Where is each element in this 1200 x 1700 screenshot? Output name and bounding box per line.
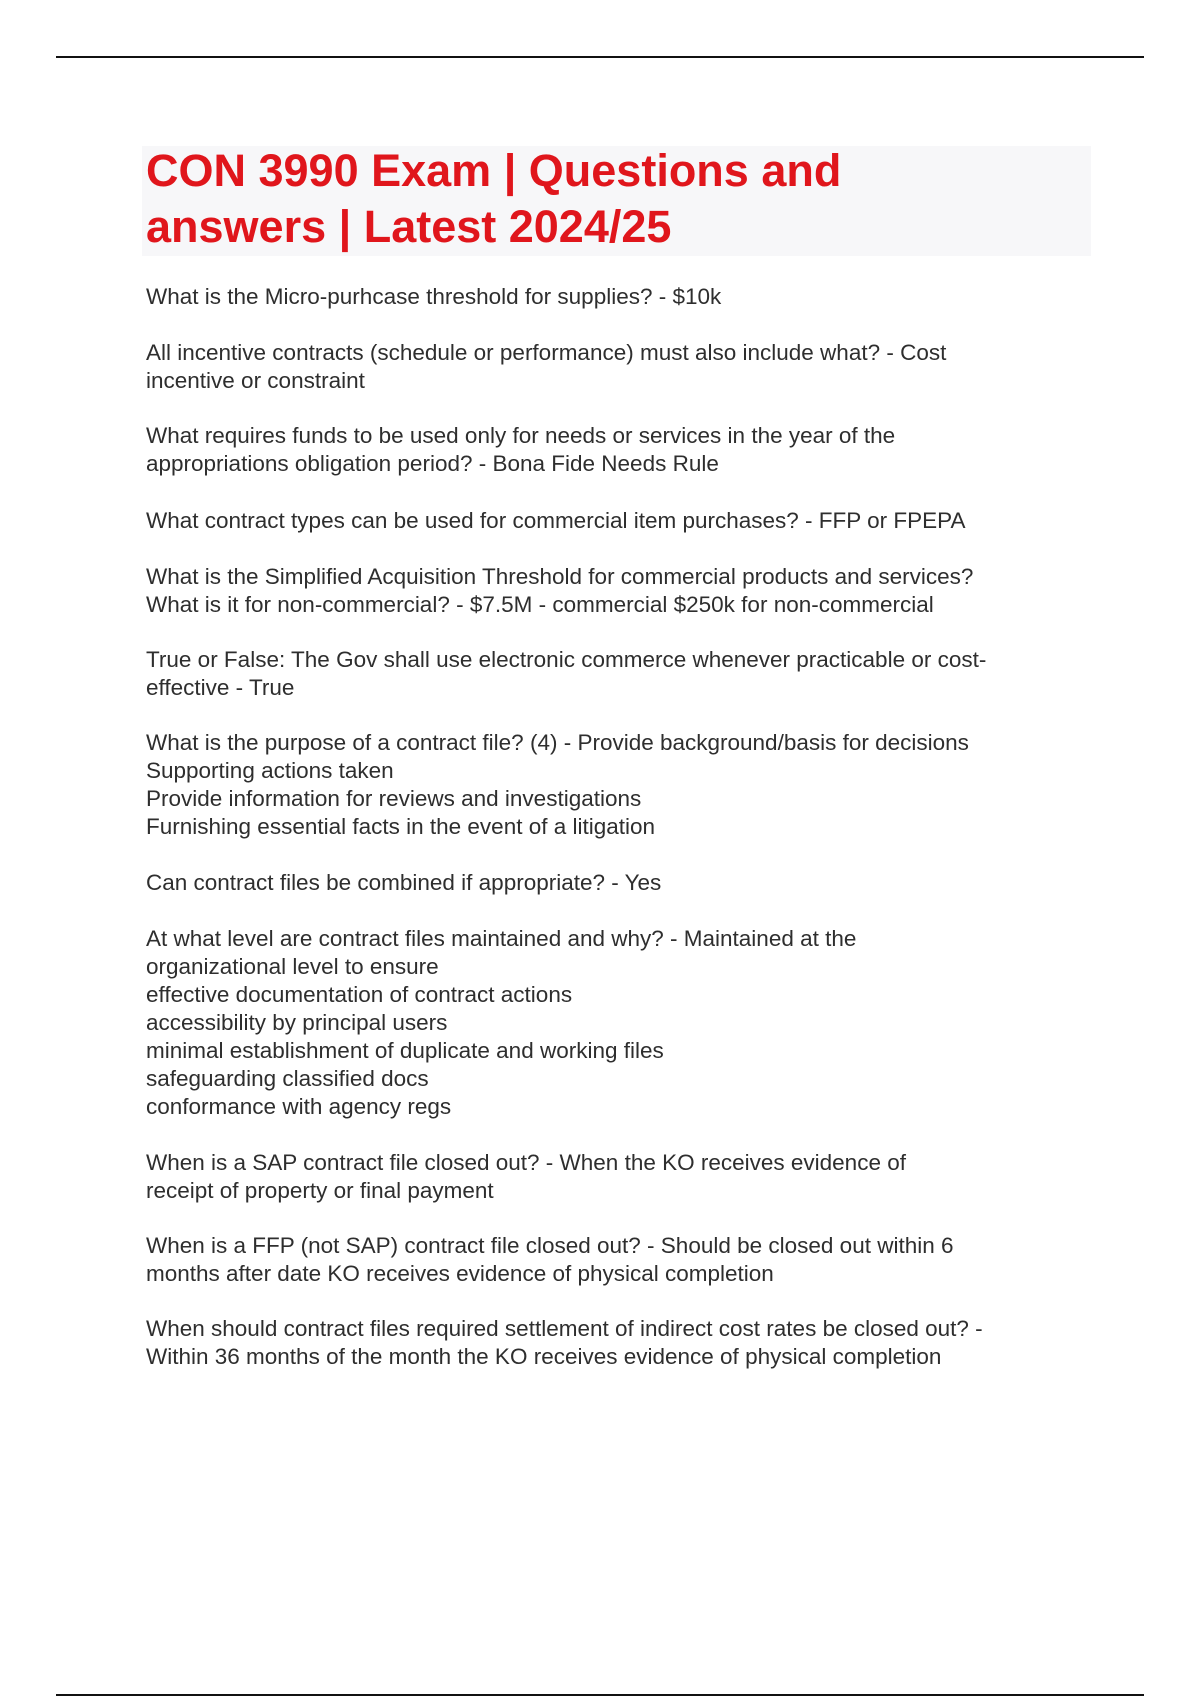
- bottom-rule: [56, 1694, 1144, 1696]
- qa-item-9: At what level are contract files maintained and why? - Maintained at the organizational level to ensure effective documentation of contract actions accessibility by principal users minimal establishment of duplicate and working files safeguarding classified docs conformance with agency regs: [146, 926, 857, 1119]
- top-rule: [56, 56, 1144, 58]
- qa-item-8: Can contract files be combined if appropriate? - Yes: [146, 870, 662, 895]
- qa-item-4: What contract types can be used for commercial item purchases? - FFP or FPEPA: [146, 508, 966, 533]
- qa-item-1: What is the Micro-purhcase threshold for supplies? - $10k: [146, 284, 722, 309]
- qa-item-12: When should contract files required settlement of indirect cost rates be closed out? - Within 36 months of the month the KO receives evidence of physical completion: [146, 1316, 983, 1369]
- qa-item-7: What is the purpose of a contract file? (4) - Provide background/basis for decisions Supporting actions taken Provide information for reviews and investigations Furnishing essential facts in the event of a litigation: [146, 730, 969, 839]
- qa-item-3: What requires funds to be used only for needs or services in the year of the appropriations obligation period? - Bona Fide Needs Rule: [146, 423, 896, 476]
- qa-item-10: When is a SAP contract file closed out? - When the KO receives evidence of receipt of property or final payment: [146, 1150, 906, 1203]
- qa-item-11: When is a FFP (not SAP) contract file closed out? - Should be closed out within 6 months after date KO receives evidence of physical completion: [146, 1233, 954, 1286]
- document-title: CON 3990 Exam | Questions and answers | Latest 2024/25: [146, 145, 842, 252]
- qa-item-6: True or False: The Gov shall use electronic commerce whenever practicable or cost- effective - True: [146, 647, 987, 700]
- qa-item-5: What is the Simplified Acquisition Threshold for commercial products and services? What is it for non-commercial? - $7.5M - commercial $250k for non-commercial: [146, 564, 974, 617]
- qa-item-2: All incentive contracts (schedule or performance) must also include what? - Cost incentive or constraint: [146, 340, 947, 393]
